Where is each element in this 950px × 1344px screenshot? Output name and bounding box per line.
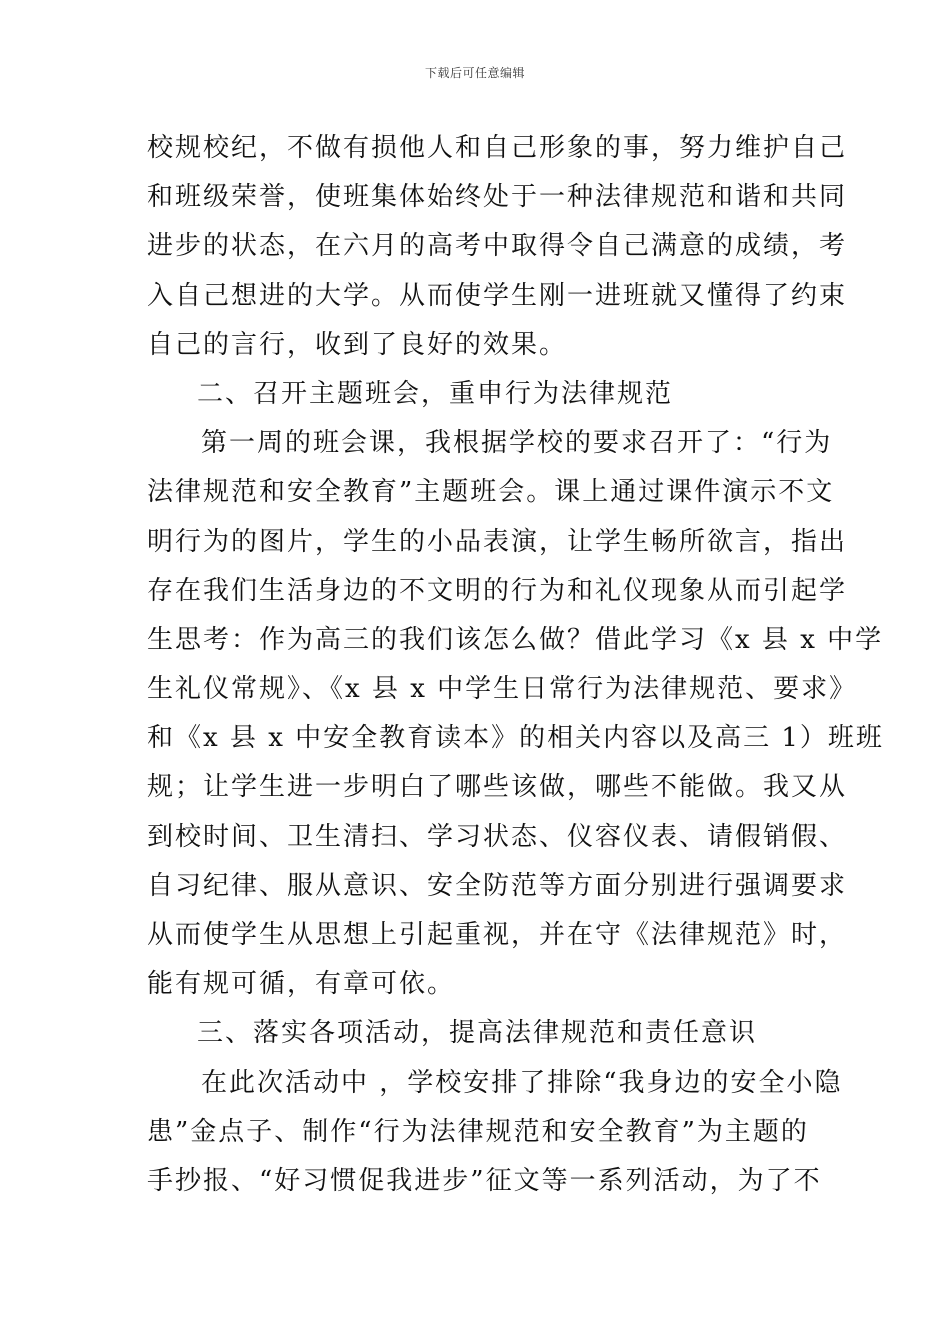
paragraph-first-line: 第一周的班会课，我根据学校的要求召开了：“行为 (201, 428, 833, 459)
text-line: 手抄报、“好习惯促我进步”征文等一系列活动，为了不 (147, 1165, 822, 1196)
text-line: 和班级荣誉，使班集体始终处于一种法律规范和谐和共同 (147, 182, 848, 213)
page-header: 下载后可任意编辑 (424, 66, 525, 80)
text-line: 存在我们生活身边的不文明的行为和礼仪现象从而引起学 (147, 575, 848, 606)
section-heading: 三、落实各项活动，提高法律规范和责任意识 (197, 1018, 758, 1049)
text-line: 明行为的图片，学生的小品表演，让学生畅所欲言，指出 (147, 526, 848, 557)
text-line: 法律规范和安全教育”主题班会。课上通过课件演示不文 (147, 477, 835, 508)
text-line: 能有规可循，有章可依。 (147, 969, 456, 1000)
text-line: 生礼仪常规》、《x 县 x 中学生日常行为法律规范、要求》 (147, 674, 858, 705)
text-line: 生思考：作为高三的我们该怎么做？借此学习《x 县 x 中学 (147, 624, 884, 655)
text-line: 和《x 县 x 中安全教育读本》的相关内容以及高三 1）班班 (147, 723, 884, 754)
text-line: 从而使学生从思想上引起重视，并在守《法律规范》时， (147, 920, 848, 950)
paragraph-first-line: 在此次活动中 ，学校安排了排除“我身边的安全小隐 (201, 1067, 843, 1098)
text-line: 到校时间、卫生清扫、学习状态、仪容仪表、请假销假、 (147, 821, 848, 852)
text-line: 入自己想进的大学。从而使学生刚一进班就又懂得了约束 (147, 280, 848, 311)
text-line: 自习纪律、服从意识、安全防范等方面分别进行强调要求 (147, 870, 848, 901)
text-line: 患”金点子、制作“行为法律规范和安全教育”为主题的 (147, 1116, 809, 1147)
section-heading: 二、召开主题班会，重申行为法律规范 (197, 378, 674, 409)
text-line: 校规校纪，不做有损他人和自己形象的事，努力维护自己 (147, 133, 848, 163)
text-line: 自己的言行，收到了良好的效果。 (147, 329, 568, 360)
document-body (147, 124, 884, 1206)
text-line: 规；让学生进一步明白了哪些该做，哪些不能做。我又从 (147, 772, 848, 803)
text-line: 进步的状态，在六月的高考中取得令自己满意的成绩，考 (147, 231, 848, 262)
